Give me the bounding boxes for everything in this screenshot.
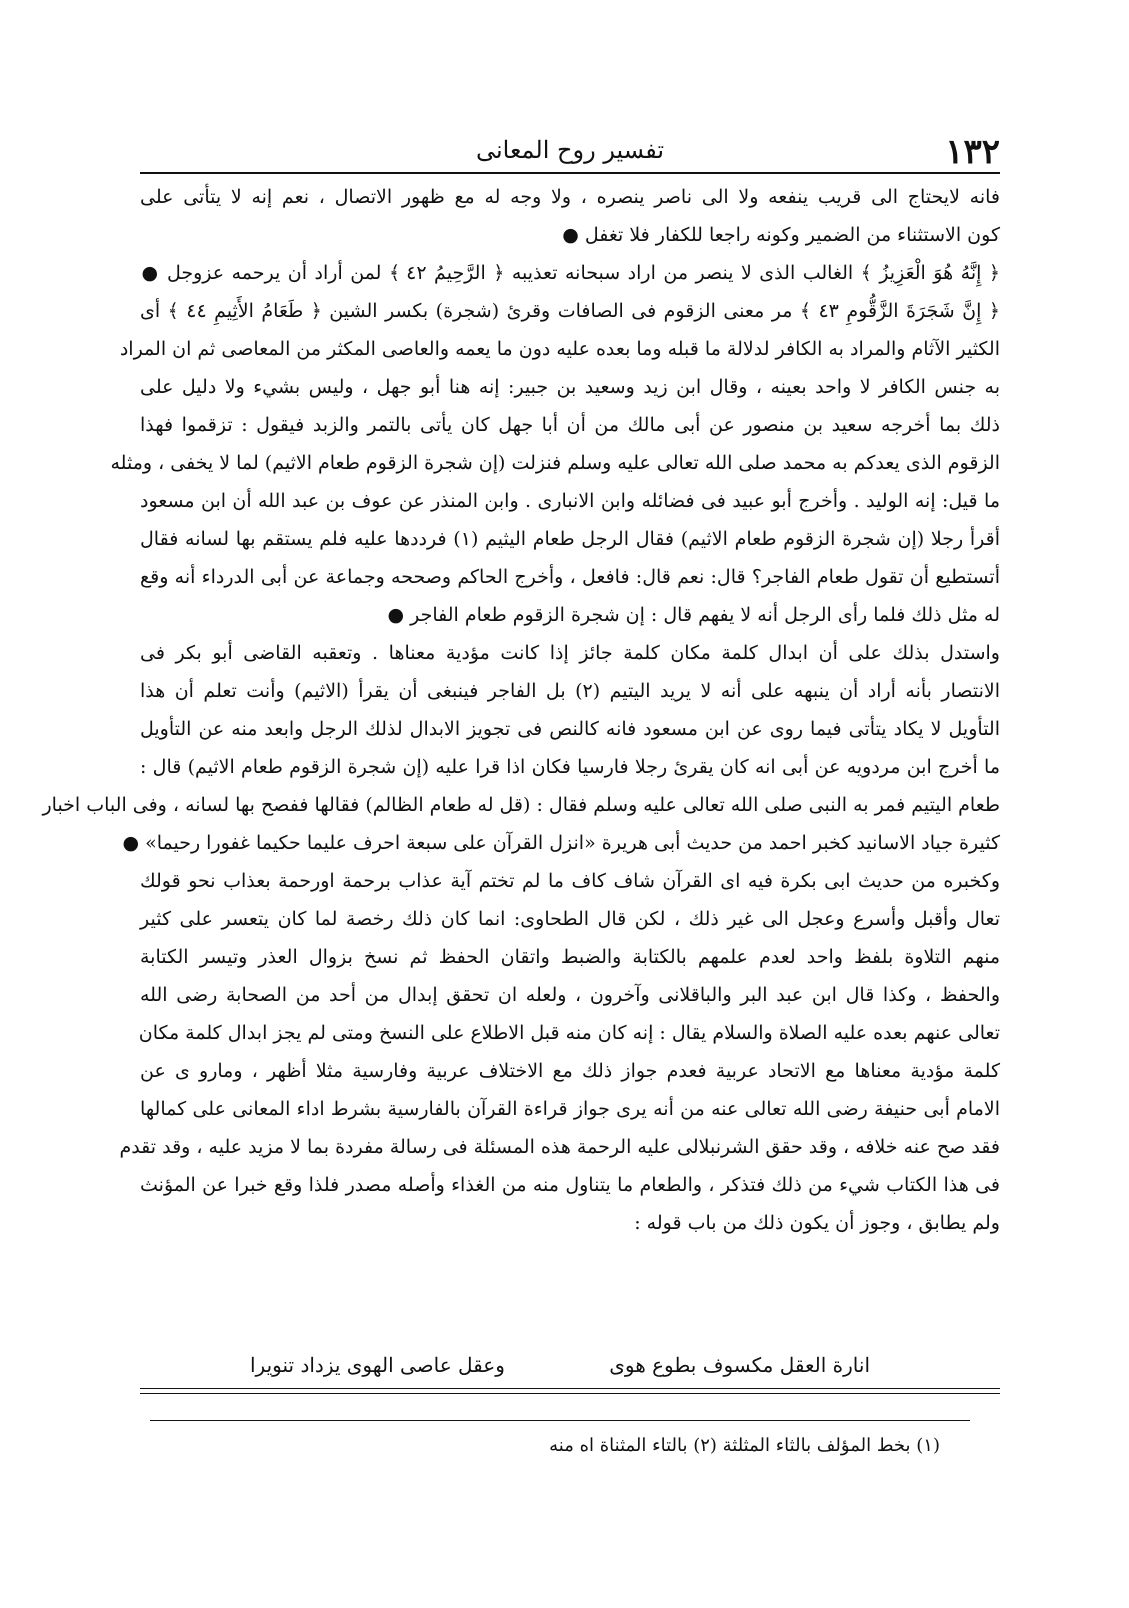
- text-line: واستدل بذلك على أن ابدال كلمة مكان كلمة جائز إذا كانت مؤدية معناها . وتعقبه القاضى أبو بكر فى: [140, 642, 1000, 664]
- text-line: ذلك بما أخرجه سعيد بن منصور عن أبى مالك من أن أبا جهل كان يأتى بالتمر والزبد فيقول : تزقموا فهذا: [140, 414, 1000, 436]
- text-line: وكخبره من حديث ابى بكرة فيه اى القرآن شاف كاف ما لم تختم آية عذاب برحمة اورحمة بعذاب نحو قولك: [140, 870, 1000, 892]
- text-line: ﴿ إِنَّهُ هُوَ الْعَزِيزُ ﴾ الغالب الذى لا ينصر من اراد سبحانه تعذيبه ﴿ الرَّحِيمُ ٤٢ ﴾ لمن أراد أن يرحمه عزوجل ●: [140, 262, 1001, 284]
- text-line: تعال وأقبل وأسرع وعجل الى غير ذلك ، لكن قال الطحاوى: انما كان ذلك رخصة لما كان يتعسر على كثير: [140, 908, 1000, 930]
- verse-first-hemistich: انارة العقل مكسوف بطوع هوى: [609, 1353, 870, 1377]
- text-line: كون الاستثناء من الضمير وكونه راجعا للكفار فلا تغفل ●: [562, 224, 1000, 246]
- footnote: (١) بخط المؤلف بالثاء المثلثة (٢) بالتاء المثناة اه منه: [549, 1435, 940, 1456]
- text-line: أقرأ رجلا (إن شجرة الزقوم طعام الاثيم) فقال الرجل طعام اليثيم (١) فرددها عليه فلم يستقم بها لسانه فقال: [140, 528, 1000, 550]
- running-title: تفسير روح المعانى: [475, 136, 665, 164]
- poetry-verse: [250, 1346, 870, 1384]
- text-line: الانتصار بأنه أراد أن ينبهه على أنه لا يريد اليتيم (٢) بل الفاجر فينبغى أن يقرأ (الاثيم) وأنت تعلم أن هذا: [140, 680, 1001, 702]
- text-line: فانه لايحتاج الى قريب ينفعه ولا الى ناصر ينصره ، ولا وجه له مع ظهور الاتصال ، نعم إنه لا يتأتى على: [140, 186, 1000, 208]
- text-line: والحفظ ، وكذا قال ابن عبد البر والباقلانى وآخرون ، ولعله ان تحقق إبدال من أحد من الصحابة رضى الله: [140, 984, 1000, 1006]
- text-line: الامام أبى حنيفة رضى الله تعالى عنه من أنه يرى جواز قراءة القرآن بالفارسية بشرط اداء المعانى على كمالها: [140, 1098, 1000, 1120]
- text-end-double-rule: [140, 1388, 1000, 1394]
- text-line: به جنس الكافر لا واحد بعينه ، وقال ابن زيد وسعيد بن جبير: إنه هنا أبو جهل ، وليس بشيء ولا دليل على: [140, 376, 1000, 398]
- verse-second-hemistich: وعقل عاصى الهوى يزداد تنويرا: [250, 1353, 505, 1377]
- body-text: [42, 178, 1001, 1242]
- text-line: الكثير الآثام والمراد به الكافر لدلالة ما قبله وما بعده عليه دون ما يعمه والعاصى المكثر من المعاصى ثم ان المراد: [119, 338, 1000, 360]
- text-line: ولم يطابق ، وجوز أن يكون ذلك من باب قوله :: [634, 1212, 1000, 1234]
- footnote-rule: [150, 1420, 970, 1421]
- text-line: ما قيل: إنه الوليد . وأخرج أبو عبيد فى فضائله وابن الانبارى . وابن المنذر عن عوف بن عبد الله أن ابن مسعود: [140, 490, 1000, 512]
- text-line: ما أخرج ابن مردويه عن أبى انه كان يقرئ رجلا فارسيا فكان اذا قرا عليه (إن شجرة الزقوم طعام الاثيم) قال :: [140, 756, 1000, 778]
- text-line: له مثل ذلك فلما رأى الرجل أنه لا يفهم قال : إن شجرة الزقوم طعام الفاجر ●: [387, 604, 1000, 626]
- text-line: كثيرة جياد الاسانيد كخبر احمد من حديث أبى هريرة «انزل القرآن على سبعة احرف عليما حكيما غفورا رحيما» ●: [122, 832, 1000, 854]
- text-line: تعالى عنهم بعده عليه الصلاة والسلام يقال : إنه كان منه قبل الاطلاع على النسخ ومتى لم يجز ابدال كلمة مكان: [138, 1022, 1000, 1044]
- header-rule: [140, 172, 1000, 174]
- text-line: طعام اليتيم فمر به النبى صلى الله تعالى عليه وسلم فقال : (قل له طعام الظالم) فقالها ففصح بها لسانه ، وفى الباب اخبار: [42, 794, 1000, 816]
- text-line: الزقوم الذى يعدكم به محمد صلى الله تعالى عليه وسلم فنزلت (إن شجرة الزقوم طعام الاثيم) لما لا يخفى ، ومثله: [110, 452, 1000, 474]
- text-line: ﴿ إِنَّ شَجَرَةَ الزَّقُّومِ ٤٣ ﴾ مر معنى الزقوم فى الصافات وقرئ (شجرة) بكسر الشين ﴿ طَعَامُ الأَثِيمِ ٤٤ ﴾ أى: [140, 300, 1000, 322]
- text-line: التأويل لا يكاد يتأتى فيما روى عن ابن مسعود فانه كالنص فى تجويز الابدال لذلك الرجل وابعد منه عن التأويل: [140, 718, 1000, 740]
- page-number: ١٣٢: [945, 132, 1000, 172]
- text-line: فى هذا الكتاب شيء من ذلك فتذكر ، والطعام ما يتناول منه من الغذاء وأصله مصدر فلذا وقع خبرا عن المؤنث: [140, 1174, 1000, 1196]
- text-line: منهم التلاوة بلفظ واحد لعدم علمهم بالكتابة والضبط واتقان الحفظ ثم نسخ بزوال العذر وتيسر الكتابة: [140, 946, 1000, 968]
- text-line: فقد صح عنه خلافه ، وقد حقق الشرنبلالى عليه الرحمة هذه المسئلة فى رسالة مفردة بما لا مزيد عليه ، وقد تقدم: [119, 1136, 1000, 1158]
- text-line: أتستطيع أن تقول طعام الفاجر؟ قال: نعم قال: فافعل ، وأخرج الحاكم وصححه وجماعة عن أبى الدرداء أنه وقع: [140, 566, 1000, 588]
- page-header: [140, 130, 1000, 174]
- text-line: كلمة مؤدية معناها مع الاتحاد عربية فعدم جواز ذلك مع الاختلاف عربية وفارسية مثلا أظهر ، ومارو ى عن: [140, 1060, 1000, 1082]
